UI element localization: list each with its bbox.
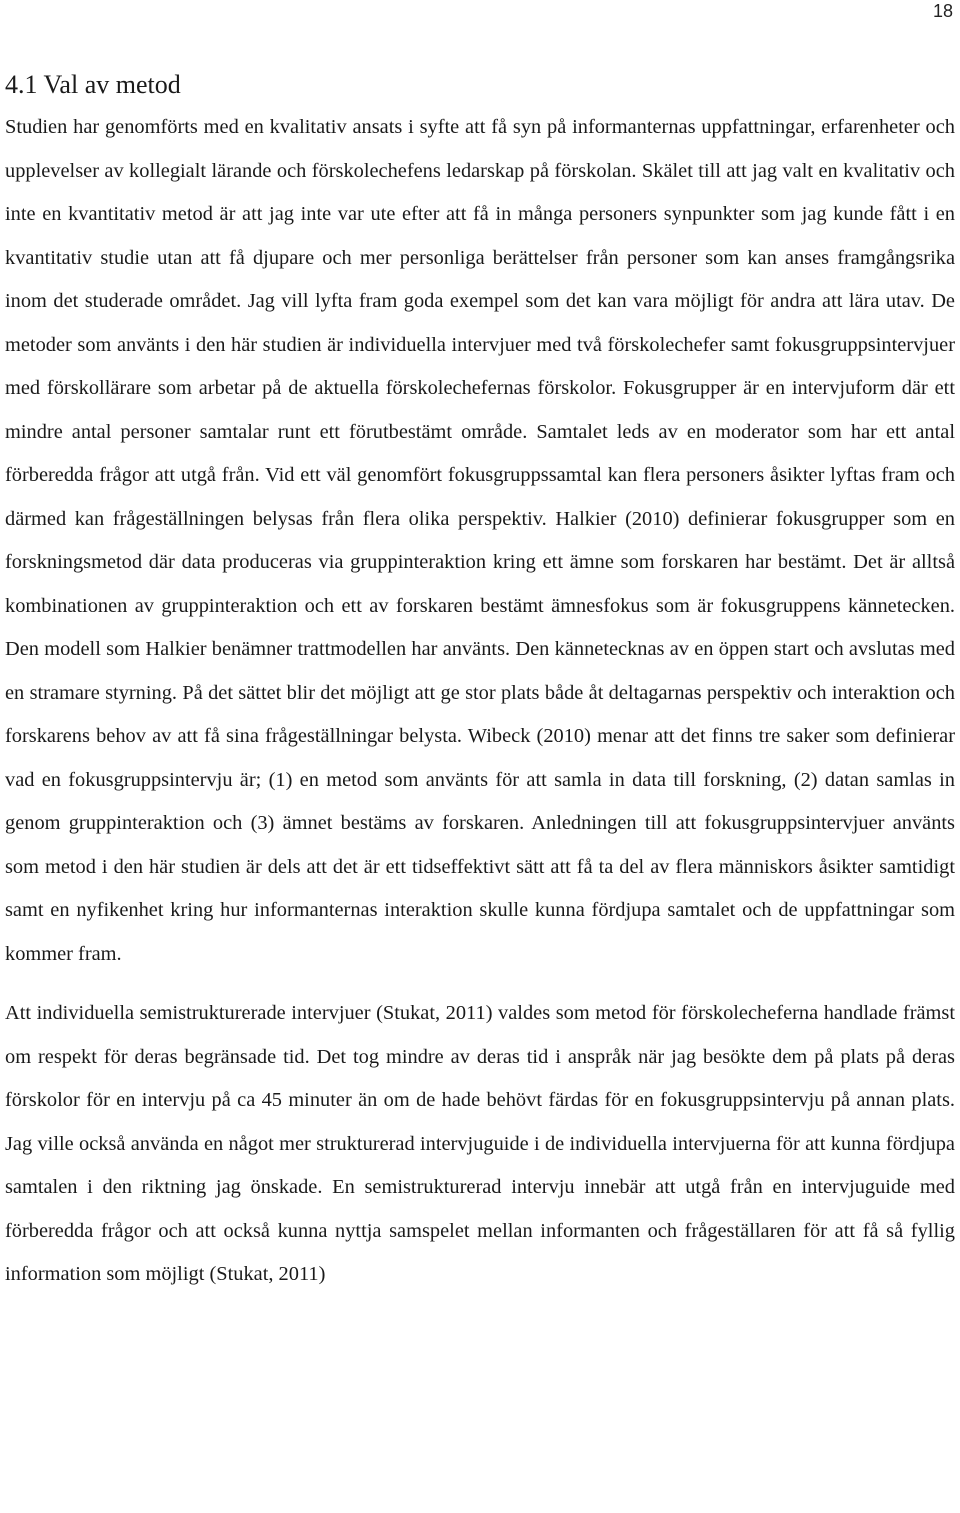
paragraph-method-choice: Studien har genomförts med en kvalitativ ansats i syfte att få syn på informanternas uppfattningar, erfarenheter och upplevelser av kollegialt lärande och förskolechefens ledarskap på förskolan. Skälet till att jag valt en kvalitativ och inte en kvantitativ metod är att jag inte var ute efter att få in många personers synpunkter som jag kunde fått i en kvantitativ studie utan att få djupare och mer personliga berättelser från personer som kan anses framgångsrika inom det studerade området. Jag vill lyfta fram goda exempel som det kan vara möjligt för andra att lära utav. De metoder som använts i den här studien är individuella intervjuer med två förskolechefer samt fokusgruppsintervjuer med förskollärare som arbetar på de aktuella förskolechefernas förskolor. Fokusgrupper är en intervjuform där ett mindre antal personer samtalar runt ett förutbestämt område. Samtalet leds av en moderator som har ett antal förberedda frågor att utgå från. Vid ett väl genomfört fokusgruppssamtal kan flera personers åsikter lyftas fram och därmed kan frågeställningen belysas från flera olika perspektiv. Halkier (2010) definierar fokusgrupper som en forskningsmetod där data produceras via gruppinteraktion kring ett ämne som forskaren har bestämt. Det är alltså kombinationen av gruppinteraktion och ett av forskaren bestämt ämnesfokus som är fokusgruppens kännetecken. Den modell som Halkier benämner trattmodellen har använts. Den kännetecknas av en öppen start och avslutas med en stramare styrning. På det sättet blir det möjligt att ge stor plats både åt deltagarnas perspektiv och interaktion och forskarens behov av att få sina frågeställningar belysta. Wibeck (2010) menar att det finns tre saker som definierar vad en fokusgruppsintervju är; (1) en metod som använts för att samla in data till forskning, (2) datan samlas in genom gruppinteraktion och (3) ämnet bestäms av forskaren. Anledningen till att fokusgruppsintervjuer använts som metod i den här studien är dels att det är ett tidseffektivt sätt att få ta del av flera människors åsikter samtidigt samt en nyfikenhet kring hur informanternas interaktion skulle kunna fördjupa samtalet och de uppfattningar som kommer fram. (5, 116, 955, 965)
page-number: 18 (932, 1, 953, 21)
paragraph-individual-interviews: Att individuella semistrukturerade intervjuer (Stukat, 2011) valdes som metod för förskolecheferna handlade främst om respekt för deras begränsade tid. Det tog mindre av deras tid i anspråk när jag besökte dem på plats på deras förskolor för en intervju på ca 45 minuter än om de hade behövt färdas för en fokusgruppsintervju på annan plats. Jag ville också använda en något mer strukturerad intervjuguide i de individuella intervjuerna för att kunna fördjupa samtalen i den riktning jag önskade. En semistrukturerad intervju innebär att utgå från en intervjuguide med förberedda frågor och att också kunna nyttja samspelet mellan informanten och frågeställaren för att få så fyllig information som möjligt (Stukat, 2011) (5, 1002, 955, 1285)
document-body (5, 64, 955, 1297)
section-heading: 4.1 Val av metod (5, 70, 181, 99)
